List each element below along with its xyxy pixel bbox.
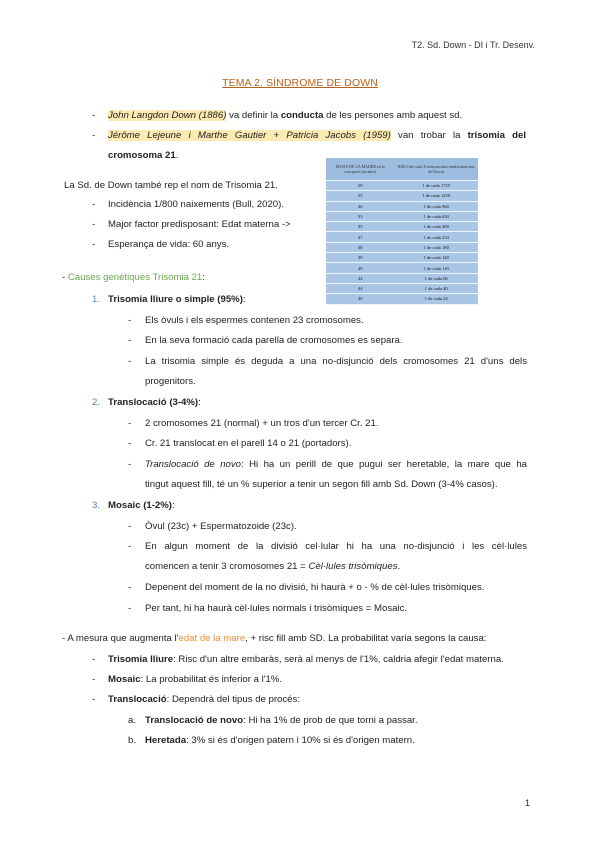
risk-item-mosaic: Mosaic: La probabilitat és inferior a l'1%. (108, 674, 283, 685)
bullet-dash: - (92, 239, 96, 250)
sub-item-de-novo: Translocació de novo: Hi ha 1% de prob de que torni a passar. (145, 715, 418, 726)
bullet-dash: - (128, 459, 132, 470)
cause-number: 1. (92, 294, 101, 305)
bullet-dash: - (92, 674, 96, 685)
risk-item-trisomy: Trisomia lliure: Risc d'un altre embaràs, serà al menys de l'1%, caldria afegir l'edat materna. (108, 654, 504, 665)
causes-heading: - Causes genètiques Trisomia 21: (62, 272, 205, 283)
cause-2-point: Translocació de novo: Hi ha un perill de que pugui ser heretable, la mare que ha (145, 459, 527, 470)
sub-item-inherited: Heretada: 3% si és d'origen patern i 10% si és d'origen matern. (145, 735, 415, 746)
table-row: 20 1 de cada 1725 (326, 181, 478, 191)
bullet-dash: - (92, 694, 96, 705)
intro-item-2-cont: cromosoma 21. (108, 150, 179, 161)
maternal-age-paragraph: - A mesura que augmenta l'edat de la mare, + risc fill amb SD. La probabilitat varia segons la causa: (62, 633, 487, 644)
cause-3-point: Per tant, hi ha haurà cèl·lules normals i trisòmiques = Mosaic. (145, 603, 408, 614)
bullet-dash: - (92, 654, 96, 665)
maternal-age-risk-table (326, 158, 478, 305)
bullet-dash: - (128, 315, 132, 326)
table-row: 30 1 de cada 960 (326, 201, 478, 211)
cause-3-point: Òvul (23c) + Espermatozoide (23c). (145, 521, 297, 532)
cause-3-point-cont: comencen a tenir 3 cromosomes 21 = Cèl·lules trisòmiques. (145, 561, 401, 572)
table-row: 46 1 de cada 24 (326, 294, 478, 304)
bullet-dash: - (128, 582, 132, 593)
sub-item-letter: b. (128, 735, 137, 746)
cause-1-point: En la seva formació cada parella de cromosomes es separa. (145, 335, 403, 346)
cause-1-point: La trisomia simple és deguda a una no-disjunció dels cromosomes 21 d'uns dels (145, 356, 527, 367)
bullet-dash: - (128, 541, 132, 552)
fact-life-expectancy: Esperança de vida: 60 anys. (108, 239, 230, 250)
table-header-risk: RISC(1de cada X nens nacidos tendrá síndrome de Down) (394, 158, 478, 181)
cause-3-point: En algun moment de la divisió cel·lular hi ha una no-disjunció i les cèl·lules (145, 541, 527, 552)
cause-number: 3. (92, 500, 101, 511)
table-row: 25 1 de cada 1259 (326, 191, 478, 201)
cause-1-point-cont: progenitors. (145, 376, 196, 387)
bullet-dash: - (128, 335, 132, 346)
fact-incidence: Incidència 1/800 naixements (Bull, 2020). (108, 199, 284, 210)
cause-1-point: Els òvuls i els espermes contenen 23 cromosomes. (145, 315, 364, 326)
page-number: 1 (524, 798, 530, 808)
page-header: T2. Sd. Down - DI i Tr. Desenv. (411, 40, 535, 50)
intro-item-1: John Langdon Down (1886) va definir la conducta de les persones amb aquest sd. (108, 110, 463, 121)
cause-number: 2. (92, 397, 101, 408)
table-row: 42 1 de cada 66 (326, 273, 478, 283)
intro-item-2: Jérôme Lejeune i Marthe Gautier + Patricia Jacobs (1959) van trobar la trisomia del (108, 130, 526, 141)
cause-3-title: Mosaic (1-2%): (108, 500, 175, 511)
table-row: 39 1 de cada 140 (326, 253, 478, 263)
bullet-dash: - (92, 110, 96, 121)
bullet-dash: - (128, 521, 132, 532)
bullet-dash: - (128, 418, 132, 429)
cause-1-title: Trisomia lliure o simple (95%): (108, 294, 246, 305)
cause-3-point: Depenent del moment de la no divisió, hi haurà + o - % de cèl·lules trisòmiques. (145, 582, 485, 593)
bullet-dash: - (128, 356, 132, 367)
cause-2-title: Translocació (3-4%): (108, 397, 201, 408)
table-row: 35 1 de cada 380 (326, 222, 478, 232)
table-row: 40 1 de cada 110 (326, 263, 478, 273)
fact-maternal-age: Major factor predisposant: Edat materna -> (108, 219, 291, 230)
bullet-dash: - (92, 130, 96, 141)
bullet-dash: - (92, 199, 96, 210)
cause-2-point-cont: tingut aquest fill, té un % superior a tenir un segon fill amb Sd. Down (3-4% casos). (145, 479, 498, 490)
bullet-dash: - (128, 438, 132, 449)
document-title: TEMA 2. SÍNDROME DE DOWN (222, 77, 378, 89)
cause-2-point: Cr. 21 translocat en el parell 14 o 21 (portadors). (145, 438, 352, 449)
cause-2-point: 2 cromosomes 21 (normal) + un tros d'un tercer Cr. 21. (145, 418, 379, 429)
table-row: 33 1 de cada 630 (326, 211, 478, 221)
table-row: 44 1 de cada 40 (326, 283, 478, 293)
bullet-dash: - (128, 603, 132, 614)
bullet-dash: - (92, 219, 96, 230)
sub-item-letter: a. (128, 715, 137, 726)
risk-item-translocation: Translocació: Dependrà del tipus de procés: (108, 694, 300, 705)
table-row: 37 1 de cada 233 (326, 232, 478, 242)
trisomy-21-line: La Sd. de Down també rep el nom de Trisomia 21. (64, 180, 278, 191)
table-header-age: EDATS DE LA MADRE en la concepció (en años) (326, 158, 394, 181)
table-row: 38 1 de cada 180 (326, 242, 478, 252)
